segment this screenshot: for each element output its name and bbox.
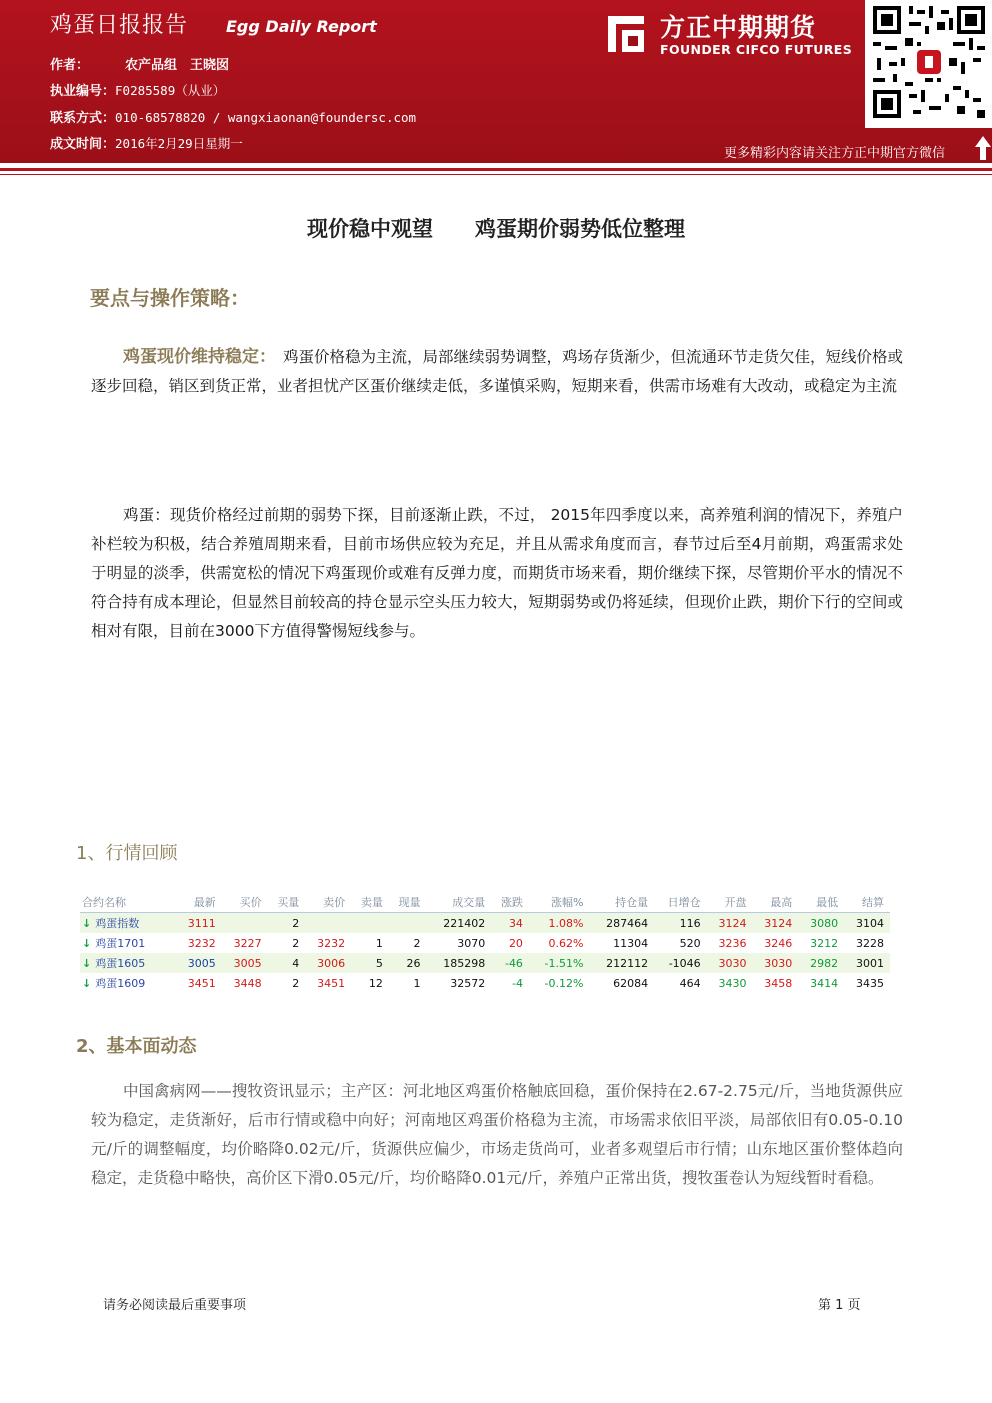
col-header: 涨跌 [491, 891, 529, 913]
quote-cell: 3005 [176, 953, 222, 973]
quote-row [80, 953, 890, 973]
contact-value: 010-68578820 / wangxiaonan@foundersc.com [115, 110, 417, 125]
analysis-paragraph: 鸡蛋：现货价格经过前期的弱势下探，目前逐渐止跌，不过， 2015年四季度以来，高养殖利润的情况下，养殖户补栏较为积极，结合养殖周期来看，目前市场供应较为充足，并且从需求角度而言，春节过后至4月前期，鸡蛋需求处于明显的淡季，供需宽松的情况下鸡蛋现价或难有反弹力度，而期货市场来看，期价继续下探，尽管期价平水的情况不符合持有成本理论，但显然目前较高的持仓显示空头压力较大，短期弱势或仍将延续，但现价止跌，期价下行的空间或相对有限，目前在3000下方值得警惕短线参与。 [91, 506, 903, 640]
quote-cell: 26 [389, 953, 427, 973]
logo-mark-icon [602, 10, 650, 58]
col-header: 现量 [389, 891, 427, 913]
col-header: 合约名称 [80, 891, 176, 913]
section-fundamentals: 2、基本面动态 [76, 1036, 197, 1057]
quote-cell: -1046 [654, 953, 707, 973]
quote-cell: 4 [268, 953, 306, 973]
down-arrow-icon: ↓ [82, 977, 92, 990]
wechat-follow-note: 更多精彩内容请关注方正中期官方微信 [724, 146, 946, 161]
quote-cell: 1 [375, 936, 383, 950]
quote-cell: 3435 [856, 976, 884, 990]
quote-cell: 3228 [856, 936, 884, 950]
quote-cell [222, 913, 268, 934]
quote-cell: 3212 [810, 936, 839, 950]
quote-cell: 3080 [798, 913, 844, 934]
quote-cell: -0.12% [544, 976, 584, 990]
quote-cell: 3124 [752, 913, 798, 934]
quote-cell: 5 [351, 953, 389, 973]
quote-cell: 0.62% [548, 936, 584, 950]
author-row [50, 54, 229, 73]
logo-text-en: FOUNDER CIFCO FUTURES [660, 42, 853, 57]
quote-cell: 3430 [718, 976, 747, 990]
license-value: F0285589（从业） [115, 83, 226, 98]
col-header: 成交量 [427, 891, 492, 913]
report-title-en: Egg Daily Report [226, 17, 377, 36]
quote-cell: 3232 [187, 936, 216, 950]
quote-cell: 3030 [752, 953, 798, 973]
license-row [50, 80, 225, 99]
col-header: 最低 [798, 891, 844, 913]
quote-cell: 3070 [457, 936, 486, 950]
quote-cell: 20 [508, 936, 523, 950]
logo-text-cn: 方正中期期货 [660, 13, 817, 42]
col-header: 卖量 [351, 891, 389, 913]
report-title-cn: 鸡蛋日报报告 [50, 13, 189, 38]
quote-cell: 2 [268, 913, 306, 934]
quote-cell: 62084 [613, 976, 649, 990]
contract-name-cell: ↓ 鸡蛋1609 [82, 977, 146, 990]
col-header: 买价 [222, 891, 268, 913]
author-value: 农产品组 王晓囡 [125, 58, 230, 73]
quote-cell: 3451 [187, 976, 216, 990]
col-header: 最高 [752, 891, 798, 913]
quote-cell: 3030 [707, 953, 753, 973]
quote-row [80, 913, 890, 934]
quote-cell: -1.51% [529, 953, 590, 973]
col-header: 买量 [268, 891, 306, 913]
quote-cell: 1.08% [529, 913, 590, 934]
quote-cell [389, 913, 427, 934]
report-header [0, 0, 992, 163]
col-header: 卖价 [305, 891, 351, 913]
quote-cell: 2 [292, 976, 300, 990]
quote-cell: 3006 [305, 953, 351, 973]
quote-cell: -46 [491, 953, 529, 973]
quote-cell: 464 [679, 976, 701, 990]
col-header: 开盘 [707, 891, 753, 913]
quote-cell: 116 [654, 913, 707, 934]
down-arrow-icon: ↓ [82, 957, 92, 970]
quote-cell: 3451 [317, 976, 346, 990]
quote-cell: 3111 [176, 913, 222, 934]
quote-row [80, 973, 890, 993]
col-header: 日增仓 [654, 891, 707, 913]
summary-paragraph [91, 343, 903, 401]
author-label: 作者： [50, 58, 90, 73]
license-label: 执业编号： [50, 84, 116, 99]
page-title: 现价稳中观望 鸡蛋期价弱势低位整理 [307, 217, 685, 241]
contract-name-cell: ↓ 鸡蛋1605 [80, 953, 176, 973]
col-header: 涨幅% [529, 891, 590, 913]
page-number: 第 1 页 [818, 1298, 861, 1313]
quote-cell: -4 [511, 976, 523, 990]
quote-cell: 12 [368, 976, 383, 990]
date-value: 2016年2月29日星期一 [115, 136, 243, 151]
quote-table [80, 891, 890, 993]
quote-cell: 2 [292, 936, 300, 950]
up-arrow-icon [974, 135, 992, 161]
qr-code-icon [873, 6, 985, 118]
quote-cell: 3001 [844, 953, 890, 973]
quote-cell: 287464 [589, 913, 654, 934]
quote-row [80, 933, 890, 953]
contact-label: 联系方式： [50, 111, 116, 126]
header-rule-thick [0, 168, 992, 171]
quote-cell: 3232 [317, 936, 346, 950]
down-arrow-icon: ↓ [82, 917, 92, 930]
quote-cell: 212112 [589, 953, 654, 973]
quote-cell: 3227 [233, 936, 262, 950]
header-rule-thin [0, 174, 992, 175]
col-header: 持仓量 [589, 891, 654, 913]
quote-cell [351, 913, 389, 934]
date-row [50, 133, 243, 152]
quote-cell: 3124 [707, 913, 753, 934]
fundamentals-paragraph: 中国禽病网——搜牧资讯显示；主产区：河北地区鸡蛋价格触底回稳，蛋价保持在2.67-2.75元/斤，当地货源供应较为稳定，走货渐好，后市行情或稳中向好；河南地区鸡蛋价格稳为主流，市场需求依旧平淡，局部依旧有0.05-0.10元/斤的调整幅度，均价略降0.02元/斤，货源供应偏少，市场走货尚可，业者多观望后市行情；山东地区蛋价整体趋向稳定，走货稳中略快，高价区下滑0.05元/斤，均价略降0.01元/斤，养殖户正常出货，搜牧蛋卷认为短线暂时看稳。 [91, 1082, 903, 1187]
quote-cell: 1 [413, 976, 421, 990]
quote-cell: 11304 [613, 936, 649, 950]
quote-cell: 3448 [233, 976, 262, 990]
quote-cell: 185298 [427, 953, 492, 973]
section-market-review: 1、行情回顾 [76, 843, 178, 864]
qr-code [865, 0, 992, 128]
quote-cell: 34 [491, 913, 529, 934]
quote-header-row [80, 891, 890, 913]
down-arrow-icon: ↓ [82, 937, 92, 950]
quote-cell: 221402 [427, 913, 492, 934]
quote-cell: 520 [679, 936, 701, 950]
col-header: 结算 [844, 891, 890, 913]
summary-lead: 鸡蛋现价维持稳定： [123, 347, 268, 367]
quote-cell [305, 913, 351, 934]
quote-cell: 32572 [450, 976, 486, 990]
quote-cell: 3005 [222, 953, 268, 973]
footer-notice: 请务必阅读最后重要事项 [103, 1298, 247, 1313]
quote-cell: 3414 [810, 976, 839, 990]
quote-cell: 3458 [764, 976, 793, 990]
quote-cell: 2982 [798, 953, 844, 973]
company-logo [602, 8, 856, 60]
quote-cell: 3236 [718, 936, 747, 950]
summary-text: 鸡蛋价格稳为主流，局部继续弱势调整，鸡场存货渐少，但流通环节走货欠佳，短线价格或逐步回稳，销区到货正常，业者担忧产区蛋价继续走低，多谨慎采购，短期来看，供需市场难有大改动，或稳定为主流 [91, 348, 904, 395]
col-header: 最新 [176, 891, 222, 913]
date-label: 成文时间： [50, 137, 116, 152]
quote-cell: 3104 [844, 913, 890, 934]
quote-cell: 3246 [764, 936, 793, 950]
strategy-heading: 要点与操作策略： [90, 286, 250, 310]
quote-cell: 2 [413, 936, 421, 950]
contract-name-cell: ↓ 鸡蛋指数 [80, 913, 176, 934]
contact-row [50, 107, 416, 126]
contract-name-cell: ↓ 鸡蛋1701 [82, 937, 146, 950]
